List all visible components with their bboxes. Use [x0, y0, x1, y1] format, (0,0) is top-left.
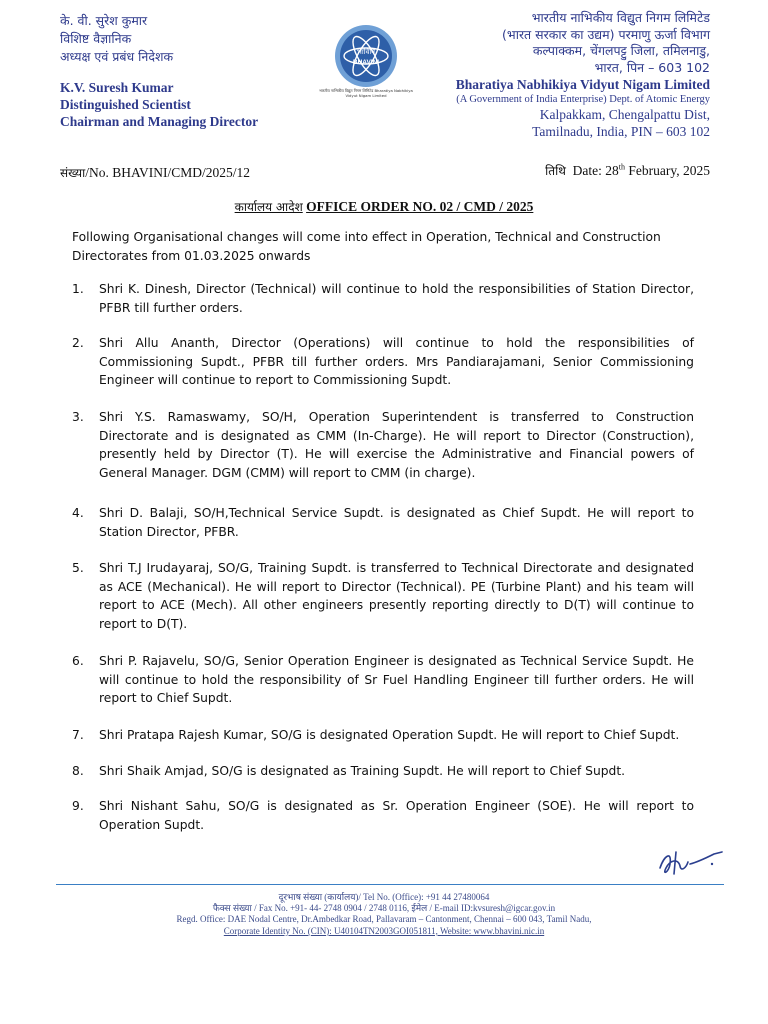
order-item	[72, 762, 694, 781]
title-hindi: कार्यालय आदेश	[234, 200, 303, 214]
item-number: 4.	[72, 506, 84, 520]
item-number: 8.	[72, 764, 84, 778]
org-gov-hindi: (भारत सरकार का उद्यम) परमाणु ऊर्जा विभाग	[502, 26, 710, 42]
order-date	[545, 162, 710, 179]
logo-text: BHAVINI	[352, 59, 380, 66]
reference-text: /No. BHAVINI/CMD/2025/12	[85, 165, 250, 180]
order-item	[72, 334, 694, 390]
item-number: 9.	[72, 799, 84, 813]
organisation-block	[380, 10, 710, 140]
item-text: Shri Shaik Amjad, SO/G is designated as Training Supdt. He will report to Chief Supdt.	[99, 764, 626, 778]
sender-block	[60, 12, 330, 130]
sender-title-hindi: विशिष्ट वैज्ञानिक	[60, 31, 132, 46]
title-english: OFFICE ORDER NO. 02 / CMD / 2025	[306, 199, 534, 214]
org-gov: (A Government of India Enterprise) Dept. of Atomic Energy	[456, 94, 710, 105]
item-number: 2.	[72, 336, 84, 350]
footer-cin-website: Corporate Identity No. (CIN): U40104TN2003GOI051811, Website: www.bhavini.nic.in	[223, 925, 545, 936]
footer	[0, 892, 768, 937]
order-item	[72, 408, 694, 482]
item-text: Shri T.J Irudayaraj, SO/G, Training Supdt. is transferred to Technical Directorate and designated as ACE (Mechanical). He will report to Director (Technical). PE (Turbine Plant) and his team will report to ACE (Mech). All other engineers presently reporting directly to D(T) will continue to report to D(T).	[99, 561, 694, 631]
item-number: 3.	[72, 410, 84, 424]
item-number: 6.	[72, 654, 84, 668]
order-item	[72, 280, 694, 317]
order-item	[72, 559, 694, 633]
item-text: Shri Nishant Sahu, SO/G is designated as Sr. Operation Engineer (SOE). He will report to Operation Supdt.	[99, 799, 694, 832]
date-prefix: Date: 28	[572, 163, 619, 178]
date-label-hindi: तिथि	[545, 164, 566, 178]
item-number: 1.	[72, 282, 84, 296]
sender-role: Chairman and Managing Director	[60, 114, 259, 129]
sender-name-hindi: के. वी. सुरेश कुमार	[60, 13, 148, 28]
order-item	[72, 652, 694, 708]
footer-phone: दूरभाष संख्या (कार्यालय)/ Tel No. (Office): +91 44 27480064	[278, 892, 490, 902]
item-text: Shri P. Rajavelu, SO/G, Senior Operation Engineer is designated as Technical Service Supdt. He will continue to hold the responsibility of Sr Fuel Handling Engineer till further orders. He will report to Chief Supdt.	[99, 654, 694, 705]
signature-stroke	[660, 852, 722, 874]
footer-divider	[56, 884, 724, 885]
signature-dot	[711, 863, 713, 865]
item-text: Shri D. Balaji, SO/H,Technical Service Supdt. is designated as Chief Supdt. He will report to Station Director, PFBR.	[99, 506, 694, 539]
order-item	[72, 797, 694, 834]
item-number: 5.	[72, 561, 84, 575]
date-month-year: February, 2025	[625, 163, 710, 178]
sender-name: K.V. Suresh Kumar	[60, 80, 174, 95]
org-address-hindi-1: कल्पाक्कम, चेंगलपट्टु जिला, तमिलनाडु,	[532, 43, 710, 58]
intro-paragraph: Following Organisational changes will come into effect in Operation, Technical and Construction Directorates from 01.03.2025 onwards	[72, 230, 661, 263]
org-name-hindi: भारतीय नाभिकीय विद्युत निगम लिमिटेड	[531, 10, 710, 25]
document-title	[0, 198, 768, 215]
item-text: Shri K. Dinesh, Director (Technical) will continue to hold the responsibilities of Station Director, PFBR till further orders.	[99, 282, 694, 315]
item-text: Shri Pratapa Rajesh Kumar, SO/G is designated Operation Supdt. He will report to Chief Supdt.	[99, 728, 680, 742]
org-name: Bharatiya Nabhikiya Vidyut Nigam Limited	[455, 77, 710, 92]
reference-number	[60, 164, 250, 181]
sender-role-hindi: अध्यक्ष एवं प्रबंध निदेशक	[60, 49, 174, 64]
item-text: Shri Y.S. Ramaswamy, SO/H, Operation Superintendent is transferred to Construction Directorate and is designated as CMM (In-Charge). He will report to Director (Construction), presently held by Director (T). He will exercise the Administrative and Financial powers of General Manager. DGM (CMM) will report to CMM (in charge).	[99, 410, 694, 480]
order-item	[72, 726, 694, 745]
org-address-1: Kalpakkam, Chengalpattu Dist,	[539, 107, 710, 122]
item-number: 7.	[72, 728, 84, 742]
logo-text-hindi: भाविनि	[356, 48, 376, 56]
logo-caption: भारतीय नाभिकीय विद्युत निगम लिमिटेड Bharatiya Nabhikiya Vidyut Nigam Limited	[319, 88, 413, 98]
org-address-hindi-2: भारत, पिन – 603 102	[594, 59, 710, 75]
order-item	[72, 504, 694, 541]
item-text: Shri Allu Ananth, Director (Operations) will continue to hold the responsibilities of Commissioning Supdt., PFBR till further orders. Mrs Pandiarajamani, Senior Commissioning Engineer will continue to report to Commissioning Supdt.	[99, 336, 694, 387]
footer-fax-email: फैक्स संख्या / Fax No. +91- 44- 2748 0904 / 2748 0116, ईमेल / E-mail ID:kvsuresh@igcar.gov.in	[212, 903, 556, 914]
org-address-2: Tamilnadu, India, PIN – 603 102	[532, 123, 710, 139]
reference-label-hindi: संख्या	[60, 166, 86, 180]
date-suffix-sup: th	[618, 162, 626, 172]
sender-title: Distinguished Scientist	[60, 97, 191, 112]
signature	[650, 838, 730, 884]
footer-registered-office: Regd. Office: DAE Nodal Centre, Dr.Ambedkar Road, Pallavaram – Cantonment, Chennai – 600 043, Tamil Nadu,	[176, 914, 592, 925]
